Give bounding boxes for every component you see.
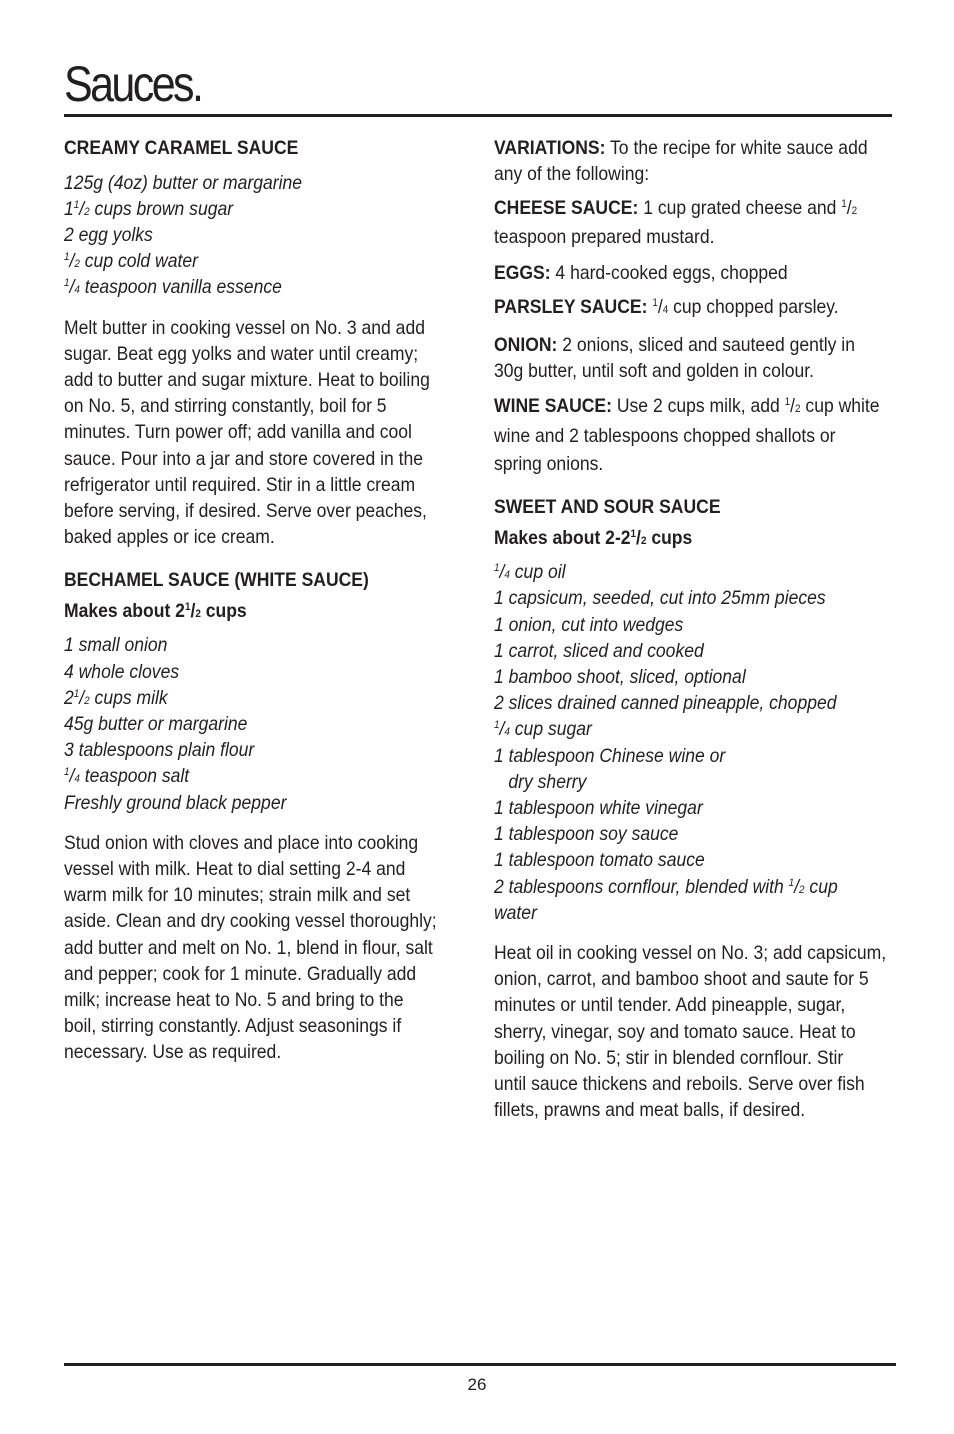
method-line: milk; increase heat to No. 5 and bring to the bbox=[64, 988, 404, 1011]
ingredient: $2^1/2$ cups milk bbox=[64, 686, 168, 709]
ingredient: 1 bamboo shoot, sliced, optional bbox=[494, 666, 746, 689]
variations-intro: VARIATIONS: To the recipe for white sauce add bbox=[494, 137, 868, 159]
ingredient-list bbox=[64, 632, 474, 815]
ingredient: 1 tablespoon Chinese wine or bbox=[494, 744, 726, 767]
ingredient: $^1$/4 cup oil bbox=[494, 561, 566, 584]
variation-onion-cont: 30g butter, until soft and golden in colour. bbox=[494, 360, 815, 383]
ingredient: $^1$/2 cup cold water bbox=[64, 250, 198, 273]
method-line: on No. 5, and stirring constantly, boil for 5 bbox=[64, 395, 387, 418]
method-line: and pepper; cook for 1 minute. Gradually add bbox=[64, 962, 417, 985]
page-number: 26 bbox=[467, 1375, 487, 1394]
ingredient: 4 whole cloves bbox=[64, 660, 180, 683]
ingredient: 1 tablespoon white vinegar bbox=[494, 797, 703, 820]
method-line: onion, carrot, and bamboo shoot and saute for 5 bbox=[494, 968, 869, 991]
method-line: Heat oil in cooking vessel on No. 3; add capsicum, bbox=[494, 942, 887, 965]
ingredient-cont: dry sherry bbox=[508, 770, 587, 793]
method-line: until sauce thickens and reboils. Serve over fish bbox=[494, 1073, 865, 1096]
variation-onion: ONION: 2 onions, sliced and sauteed gently in bbox=[494, 334, 855, 357]
method-line: fillets, prawns and meat balls, if desired. bbox=[494, 1099, 806, 1122]
method-line: warm milk for 10 minutes; strain milk and set bbox=[64, 884, 411, 907]
method-line: necessary. Use as required. bbox=[64, 1041, 282, 1064]
method-line: boil, stirring constantly. Adjust seasonings if bbox=[64, 1015, 402, 1038]
method-line: before serving, if desired. Serve over peaches, bbox=[64, 499, 427, 522]
ingredient: 45g butter or margarine bbox=[64, 712, 248, 735]
method-line: Stud onion with cloves and place into cooking bbox=[64, 831, 419, 854]
variation-wine-cont: spring onions. bbox=[494, 453, 604, 476]
bechamel-recipe bbox=[64, 567, 474, 1065]
ingredient: 1 tablespoon soy sauce bbox=[494, 823, 679, 846]
method-line: minutes. Turn power off; add vanilla and cool bbox=[64, 421, 412, 444]
variations-section bbox=[494, 135, 904, 477]
footer-rule bbox=[64, 1363, 896, 1366]
ingredient: 2 slices drained canned pineapple, chopped bbox=[494, 692, 837, 715]
variation-eggs: EGGS: 4 hard-cooked eggs, chopped bbox=[494, 261, 788, 284]
ingredient: 1 tablespoon tomato sauce bbox=[494, 849, 705, 872]
ingredient: $^1$/4 cup sugar bbox=[494, 718, 592, 741]
method-line: Melt butter in cooking vessel on No. 3 and add bbox=[64, 316, 425, 339]
page-title: Sauces. bbox=[64, 56, 202, 112]
variation-cheese-cont: teaspoon prepared mustard. bbox=[494, 225, 715, 248]
sweet-sour-recipe bbox=[494, 494, 904, 1123]
ingredient: Freshly ground black pepper bbox=[64, 791, 287, 814]
method-line: vessel with milk. Heat to dial setting 2-4 and bbox=[64, 857, 406, 880]
ingredient-list bbox=[494, 559, 904, 926]
variation-parsley: PARSLEY SAUCE: $^1$/4 cup chopped parsley. bbox=[494, 296, 839, 319]
creamy-caramel-recipe bbox=[64, 135, 474, 550]
ingredient-cont: water bbox=[494, 901, 537, 924]
method-line: refrigerator until required. Stir in a little cream bbox=[64, 473, 416, 496]
method-line: aside. Clean and dry cooking vessel thoroughly; bbox=[64, 910, 437, 933]
method-line: sherry, vinegar, soy and tomato sauce. Heat to bbox=[494, 1020, 856, 1043]
right-column bbox=[494, 135, 904, 1124]
ingredient: $1^1/2$ cups brown sugar bbox=[64, 197, 234, 220]
ingredient: 2 tablespoons cornflour, blended with $^1$/2 cup bbox=[494, 875, 838, 898]
ingredient: 1 small onion bbox=[64, 634, 168, 657]
ingredient: 2 egg yolks bbox=[64, 223, 153, 246]
method-line: boiling on No. 5; stir in blended cornflour. Stir bbox=[494, 1046, 844, 1069]
ingredient: 1 onion, cut into wedges bbox=[494, 613, 684, 636]
method-paragraph bbox=[64, 315, 474, 551]
recipe-yield: Makes about $2-2^1/2$ cups bbox=[494, 526, 693, 549]
variation-wine: WINE SAUCE: Use 2 cups milk, add $^1$/2 cup white bbox=[494, 394, 880, 417]
method-paragraph bbox=[64, 830, 474, 1066]
recipe-heading: CREAMY CARAMEL SAUCE bbox=[64, 137, 299, 159]
method-line: baked apples or ice cream. bbox=[64, 526, 275, 549]
method-line: sugar. Beat egg yolks and water until creamy; bbox=[64, 342, 419, 365]
variations-intro-cont: any of the following: bbox=[494, 163, 650, 186]
ingredient: 125g (4oz) butter or margarine bbox=[64, 171, 303, 194]
recipe-heading: BECHAMEL SAUCE (WHITE SAUCE) bbox=[64, 569, 369, 592]
method-line: sauce. Pour into a jar and store covered in the bbox=[64, 447, 424, 470]
ingredient: 1 capsicum, seeded, cut into 25mm pieces bbox=[494, 587, 826, 610]
variation-cheese: CHEESE SAUCE: 1 cup grated cheese and $^1$/2 bbox=[494, 197, 858, 220]
recipe-heading: SWEET AND SOUR SAUCE bbox=[494, 496, 721, 519]
method-line: minutes or until tender. Add pineapple, sugar, bbox=[494, 994, 846, 1017]
method-line: add butter and melt on No. 1, blend in flour, salt bbox=[64, 936, 433, 959]
ingredient: 3 tablespoons plain flour bbox=[64, 739, 255, 762]
ingredient: $^1$/4 teaspoon vanilla essence bbox=[64, 276, 282, 299]
title-rule bbox=[64, 114, 892, 117]
method-line: add to butter and sugar mixture. Heat to boiling bbox=[64, 368, 430, 391]
recipe-yield: Makes about $2^1/2$ cups bbox=[64, 599, 247, 622]
ingredient: 1 carrot, sliced and cooked bbox=[494, 639, 704, 662]
variation-wine-cont: wine and 2 tablespoons chopped shallots or bbox=[494, 424, 836, 447]
ingredient: $^1$/4 teaspoon salt bbox=[64, 765, 190, 788]
ingredient-list bbox=[64, 170, 474, 301]
left-column bbox=[64, 135, 474, 1066]
method-paragraph bbox=[494, 940, 904, 1123]
